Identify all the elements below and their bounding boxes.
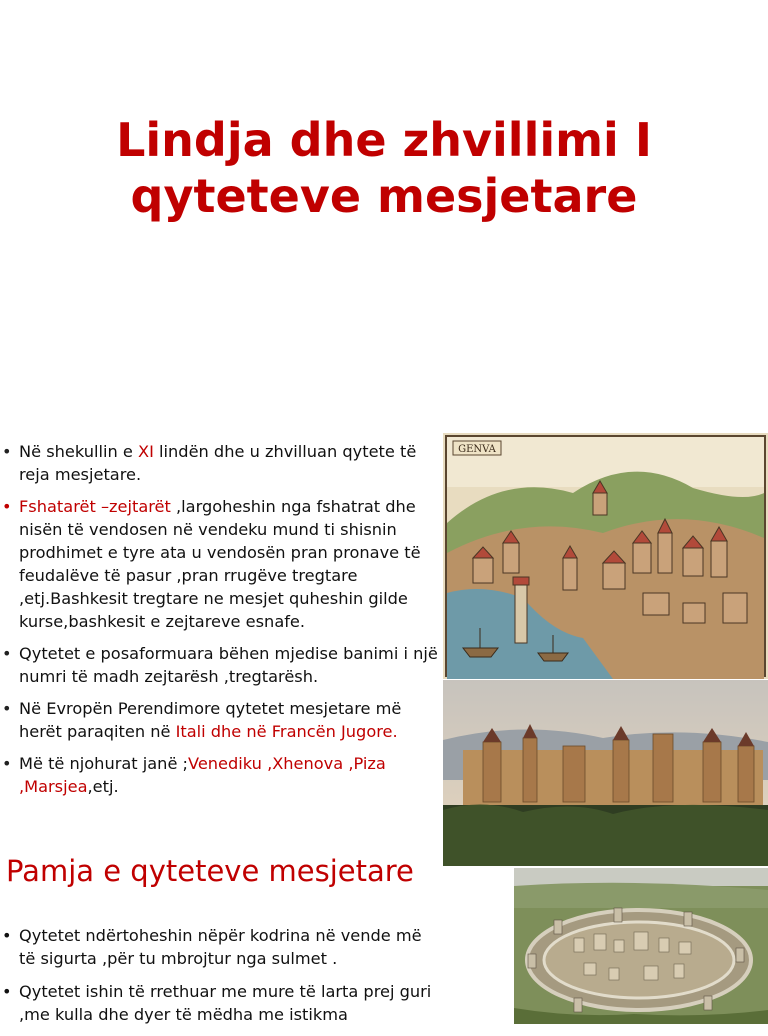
bullet-item: • Qytetet ishin të rrethuar me mure të larta prej guri ,me kulla dhe dyer të mëdha me istikma bbox=[0, 980, 440, 1026]
section-heading: Pamja e qyteteve mesjetare bbox=[6, 854, 414, 888]
bullet-text: Në shekullin e bbox=[19, 442, 139, 461]
bullet-item: • Qytetet ndërtoheshin nëpër kodrina në vende më të sigurta ,për tu mbrojtur nga sulmet . bbox=[0, 924, 440, 970]
bullet-text: Më të njohurat janë ; bbox=[19, 754, 189, 773]
bullet-text: Qytetet e posaformuara bëhen mjedise banimi i një numri të madh zejtarësh ,tregtarësh. bbox=[19, 644, 438, 686]
highlight-text: XI bbox=[138, 442, 154, 461]
bullet-text: lindën dhe u zhvilluan qytete të reja mesjetare. bbox=[19, 442, 417, 484]
bullet-text: ,etj. bbox=[87, 777, 119, 796]
bullet-item bbox=[0, 440, 442, 486]
bullet-list bbox=[0, 440, 442, 807]
genoa-woodcut-image bbox=[443, 433, 768, 679]
highlight-text: Fshatarët –zejtarët bbox=[19, 497, 171, 516]
bullet-item bbox=[0, 495, 442, 633]
highlight-text: Venediku ,Xhenova ,Piza ,Marsjea bbox=[19, 754, 386, 796]
bullet-list-2 bbox=[0, 924, 440, 1036]
bullet-item bbox=[0, 697, 442, 743]
bullet-text: Në Evropën Perendimore qytetet mesjetare më herët paraqiten në bbox=[19, 699, 402, 741]
genoa-label: GENVA bbox=[458, 444, 496, 455]
bullet-text: ,largoheshin nga fshatrat dhe nisën të vendosen në vendeku mund ti shisnin prodhimet e tyre ata u vendosën pran pronave të feudalëve të pasur ,pran rrugëve tregtare ,etj.Bashkesit tregtare ne mesjet quheshin gilde kurse,bashkesit e zejtareve esnafe. bbox=[19, 497, 421, 631]
bullet-item bbox=[0, 752, 442, 798]
walled-city-aerial-image bbox=[514, 868, 768, 1024]
castle-sunset-image bbox=[443, 680, 768, 866]
slide-title: Lindja dhe zhvillimi I qyteteve mesjetare bbox=[116, 113, 652, 223]
highlight-text: Itali dhe në Francën Jugore. bbox=[175, 722, 398, 741]
bullet-item bbox=[0, 642, 442, 688]
